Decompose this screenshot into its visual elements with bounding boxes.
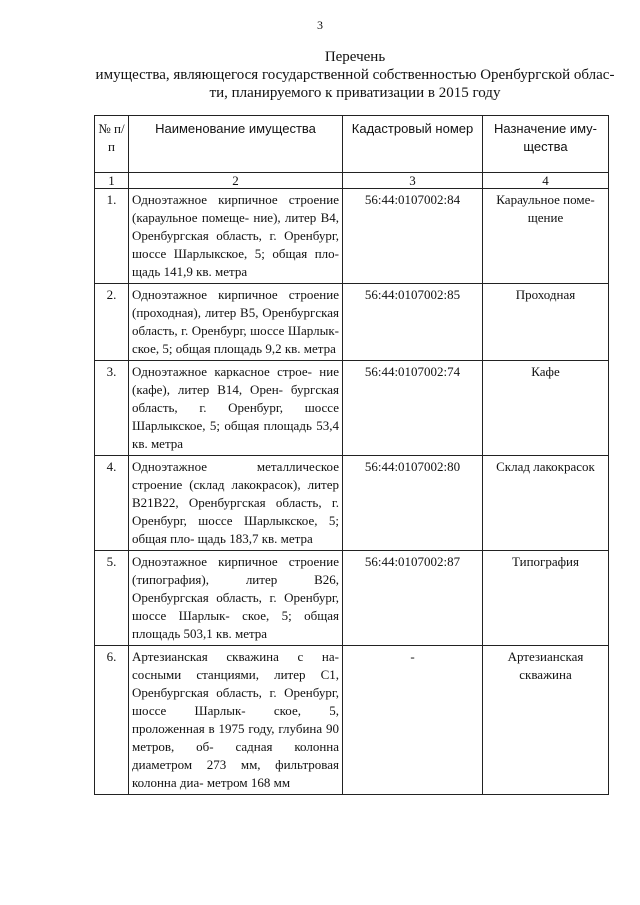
row-name: Одноэтажное кирпичное строение (караульное помеще- ние), литер В4, Оренбургская область, г. Оренбург, шоссе Шарлыкское, 5; общая пло- щадь 141,9 кв. метра [129, 189, 343, 284]
row-cadastral: 56:44:0107002:74 [343, 361, 483, 456]
row-cadastral: - [343, 646, 483, 795]
row-purpose: Проходная [483, 284, 609, 361]
title-line-1: Перечень [324, 49, 386, 65]
row-name: Одноэтажное каркасное строе- ние (кафе), литер В14, Орен- бургская область, г. Оренбург, шоссе Шарлыкское, 5; общая площадь 53,4 кв. метра [129, 361, 343, 456]
row-purpose: Кафе [483, 361, 609, 456]
table-header-row [95, 116, 609, 173]
row-num: 6. [95, 646, 129, 795]
header-purpose: Назначение иму- щества [483, 116, 609, 173]
row-cadastral: 56:44:0107002:84 [343, 189, 483, 284]
header-name: Наименование имущества [129, 116, 343, 173]
row-num: 3. [95, 361, 129, 456]
document-title [95, 48, 615, 102]
property-table [94, 115, 609, 795]
row-cadastral: 56:44:0107002:80 [343, 456, 483, 551]
row-purpose: Типография [483, 551, 609, 646]
row-name: Одноэтажное кирпичное строение (типография), литер В26, Оренбургская область, г. Оренбург, шоссе Шарлык- ское, 5; общая площадь 503,1 кв. метра [129, 551, 343, 646]
table-row [95, 284, 609, 361]
table-row [95, 361, 609, 456]
page-number: 3 [317, 18, 323, 32]
column-index: 1 [95, 173, 129, 189]
row-name: Одноэтажное кирпичное строение (проходная), литер В5, Оренбургская область, г. Оренбург, шоссе Шарлык- ское, 5; общая площадь 9,2 кв. метра [129, 284, 343, 361]
column-index-row [95, 173, 609, 189]
row-purpose: Караульное поме- щение [483, 189, 609, 284]
header-num: № п/п [95, 116, 129, 173]
title-line-3: ти, планируемого к приватизации в 2015 году [209, 85, 501, 101]
row-num: 2. [95, 284, 129, 361]
row-name: Одноэтажное металлическое строение (склад лакокрасок), литер В21В22, Оренбургская область, г. Оренбург, шоссе Шарлыкское, 5; общая пло- щадь 183,7 кв. метра [129, 456, 343, 551]
column-index: 3 [343, 173, 483, 189]
column-index: 4 [483, 173, 609, 189]
row-num: 4. [95, 456, 129, 551]
row-cadastral: 56:44:0107002:87 [343, 551, 483, 646]
row-num: 5. [95, 551, 129, 646]
table-row [95, 456, 609, 551]
title-line-2: имущества, являющегося государственной собственностью Оренбургской облас- [95, 67, 615, 83]
row-cadastral: 56:44:0107002:85 [343, 284, 483, 361]
table-row [95, 189, 609, 284]
row-num: 1. [95, 189, 129, 284]
table-row [95, 646, 609, 795]
header-cadastral: Кадастровый номер [343, 116, 483, 173]
table-row [95, 551, 609, 646]
row-purpose: Склад лакокрасок [483, 456, 609, 551]
row-purpose: Артезианская скважина [483, 646, 609, 795]
column-index: 2 [129, 173, 343, 189]
row-name: Артезианская скважина с на- сосными станциями, литер С1, Оренбургская область, г. Оренбург, шоссе Шарлык- ское, 5, проложенная в 1975 году, глубина 90 метров, об- садная колонна диаметром 273 мм, фильтровая колонна диа- метром 168 мм [129, 646, 343, 795]
